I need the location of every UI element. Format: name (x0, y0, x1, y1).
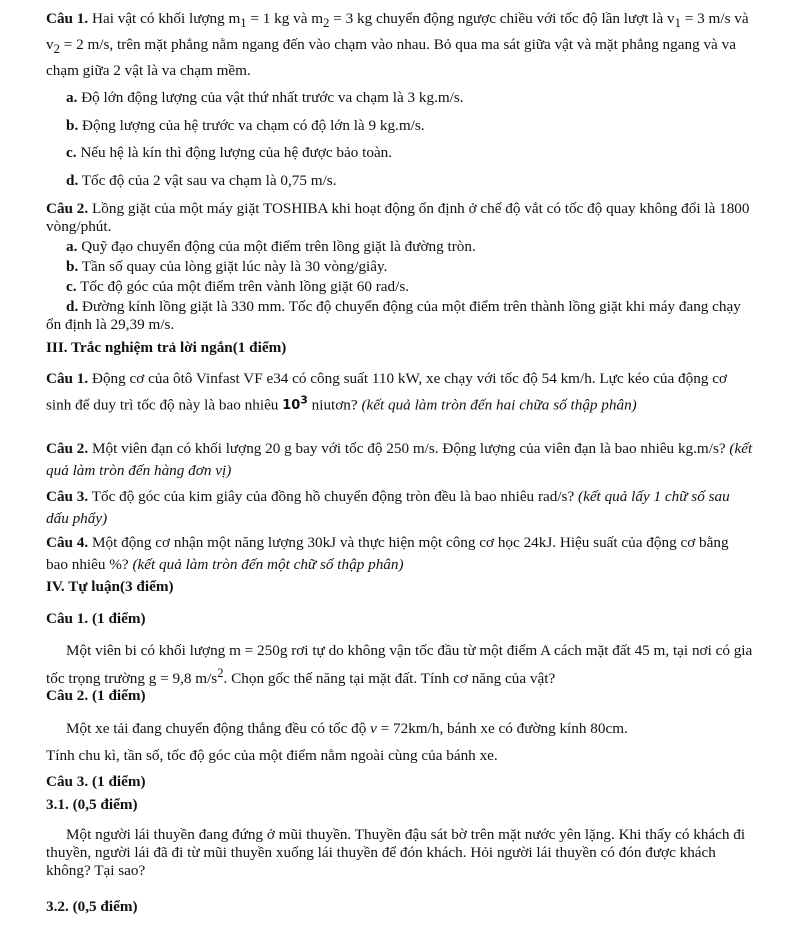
math-variable: v (370, 720, 377, 737)
option-key: a. (66, 238, 78, 255)
option-text: Tốc độ góc của một điểm trên vành lồng giặt 60 rad/s. (76, 278, 410, 295)
question-text: Một người lái thuyền đang đứng ở mũi thuyền. Thuyền đậu sát bờ trên mặt nước yên lặng. Khi thấy có khách đi thuyền, người lái đã đi từ mũi thuyền xuống lái thuyền để đón khách. Hỏi người lái thuyền có đón được khách không? Tại sao? (46, 826, 746, 879)
question-text: . Chọn gốc thế năng tại mặt đất. Tính cơ năng của vật? (223, 670, 556, 688)
short-question-4 (46, 532, 754, 576)
question-text: Một viên đạn có khối lượng 20 g bay với tốc độ 250 m/s. Động lượng của viên đạn là bao nhiêu kg.m/s? (88, 440, 730, 457)
power-base: 10 (282, 398, 301, 414)
option-c (66, 278, 754, 296)
question-label: Câu 4. (46, 534, 89, 551)
option-d (66, 170, 754, 192)
section-heading: IV. Tự luận(3 điểm) (46, 578, 174, 595)
question-text: = 1 kg và m (246, 10, 324, 27)
power-exponent: 3 (300, 394, 308, 407)
essay-question-1-title: Câu 1. (1 điểm) (46, 610, 146, 627)
option-text: Nếu hệ là kín thì động lượng của hệ được bảo toàn. (76, 144, 393, 161)
question-text: Tốc độ góc của kim giây của đồng hồ chuyển động tròn đều là bao nhiêu rad/s? (88, 488, 579, 505)
option-key: b. (66, 117, 79, 134)
option-a (66, 238, 754, 256)
option-text: Động lượng của hệ trước va chạm có độ lớn là 9 kg.m/s. (78, 117, 425, 134)
rounding-note: (kết quả làm tròn đến hàng đơn vị) (46, 440, 753, 479)
question-label: Câu 1. (46, 10, 89, 27)
power-expression (282, 394, 308, 414)
question-text: = 3 m/s và v (46, 10, 749, 54)
option-key: d. (66, 172, 79, 189)
essay-question-3-title: Câu 3. (1 điểm) (46, 773, 146, 790)
subscript: 1 (674, 16, 681, 31)
option-key: d. (66, 298, 79, 315)
essay-question-2-title: Câu 2. (1 điểm) (46, 687, 146, 704)
option-key: a. (66, 89, 78, 106)
question-text: Một viên bi có khối lượng m = 250g rơi tự do không vận tốc đầu từ một điểm A cách mặt đất 45 m, tại nơi có gia tốc trọng trường g = 9,8 m/s (46, 642, 753, 688)
question-2-stem (46, 200, 754, 236)
option-text: Đường kính lồng giặt là 330 mm. Tốc độ chuyển động của một điểm trên thành lồng giặt khi máy đang chạy ổn định là 29,39 m/s. (46, 298, 741, 333)
rounding-note: (kết quả lấy 1 chữ số sau dấu phẩy) (46, 488, 730, 527)
section-heading: III. Trắc nghiệm trả lời ngắn(1 điểm) (46, 339, 287, 356)
essay-question-1-text (46, 640, 754, 690)
option-b (66, 115, 754, 137)
short-question-1 (46, 368, 754, 417)
essay-question-2-text (46, 718, 754, 740)
option-a (66, 87, 754, 109)
option-c (66, 142, 754, 164)
math-expression: = 72km/h (376, 720, 440, 737)
question-label: Câu 2. (46, 200, 89, 217)
superscript: 2 (217, 666, 224, 680)
short-question-3 (46, 486, 754, 530)
question-text: Lồng giặt của một máy giặt TOSHIBA khi hoạt động ổn định ở chế độ vắt có tốc độ quay không đổi là 1800 vòng/phút. (46, 200, 750, 235)
question-text: Hai vật có khối lượng m (88, 10, 241, 27)
subquestion-3-1-text (46, 826, 754, 880)
question-text: Một động cơ nhận một năng lượng 30kJ và thực hiện một công cơ học 24kJ. Hiệu suất của động cơ bằng bao nhiêu %? (46, 534, 729, 573)
option-key: b. (66, 258, 79, 275)
subquestion-3-1-title: 3.1. (0,5 điểm) (46, 796, 138, 813)
option-text: Tần số quay của lòng giặt lúc này là 30 vòng/giây. (78, 258, 388, 275)
question-text: , bánh xe có đường kính (439, 720, 591, 737)
subscript: 2 (53, 42, 60, 57)
rounding-note: (kết quả làm tròn đến một chữ số thập phân) (132, 556, 404, 573)
option-b (66, 258, 754, 276)
question-text: Động cơ của ôtô Vinfast VF e34 có công suất 110 kW, xe chạy với tốc độ 54 km/h. Lực kéo của động cơ sinh để duy trì tốc độ này là bao nhiêu (46, 370, 727, 414)
math-expression: 80cm (590, 720, 625, 737)
question-label: Câu 3. (46, 488, 89, 505)
option-d (46, 298, 754, 334)
question-text: . (624, 720, 628, 737)
question-text: = 3 kg chuyển động ngược chiều với tốc độ lần lượt là v (329, 10, 675, 27)
question-text: = 2 m/s, trên mặt phẳng nằm ngang đến vào chạm vào nhau. Bỏ qua ma sát giữa vật và mặt phẳng ngang và va chạm giữa 2 vật là va chạm mềm. (46, 36, 736, 80)
option-key: c. (66, 144, 77, 161)
option-text: Tốc độ của 2 vật sau va chạm là 0,75 m/s. (78, 172, 337, 189)
subscript: 2 (323, 16, 330, 31)
question-label: Câu 2. (46, 440, 89, 457)
rounding-note: (kết quả làm tròn đến hai chữa số thập phân) (361, 396, 637, 414)
subquestion-3-2-title: 3.2. (0,5 điểm) (46, 898, 138, 915)
option-key: c. (66, 278, 77, 295)
question-label: Câu 1. (46, 370, 89, 387)
essay-question-2-text-2: Tính chu kì, tần số, tốc độ góc của một điểm nằm ngoài cùng của bánh xe. (46, 747, 498, 764)
question-text: Một xe tải đang chuyển động thẳng đều có tốc độ (66, 720, 371, 737)
option-text: Quỹ đạo chuyển động của một điểm trên lồng giặt là đường tròn. (77, 238, 476, 255)
subscript: 1 (240, 16, 247, 31)
question-1-stem (46, 8, 754, 82)
short-question-2 (46, 438, 754, 482)
option-text: Độ lớn động lượng của vật thứ nhất trước va chạm là 3 kg.m/s. (77, 89, 464, 106)
question-text: niutơn? (307, 396, 362, 414)
